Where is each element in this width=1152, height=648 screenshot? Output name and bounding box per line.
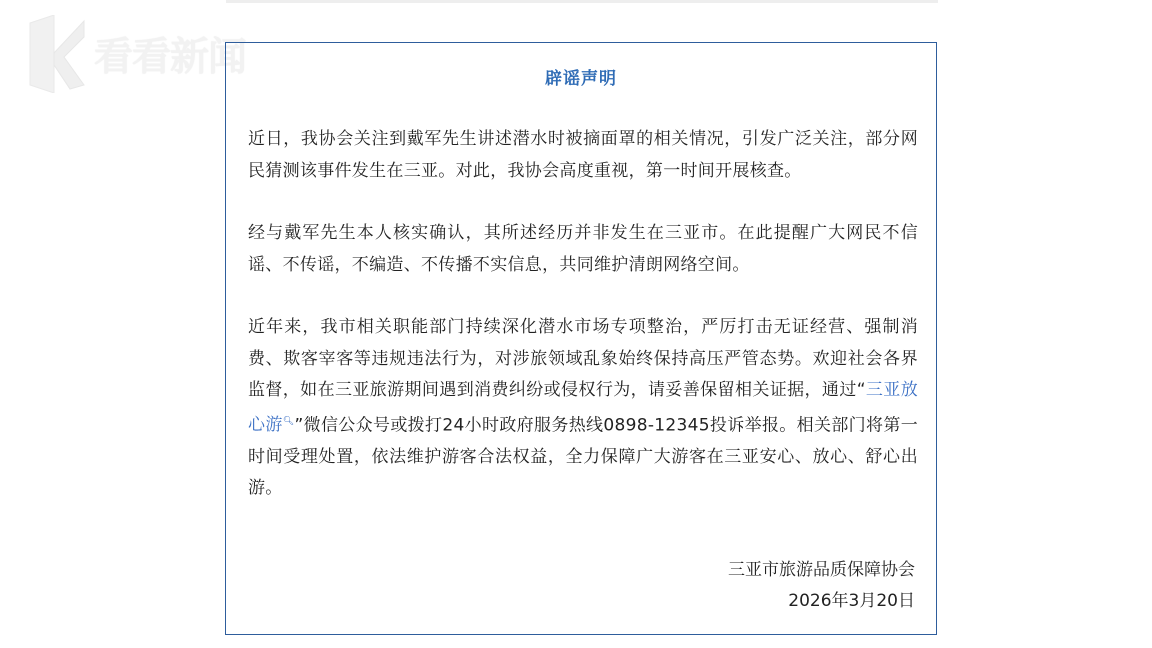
paragraph-1: 近日，我协会关注到戴军先生讲述潜水时被摘面罩的相关情况，引发广泛关注，部分网民猜测该事件发生在三亚。对此，我协会高度重视，第一时间开展核查。 [248,129,918,181]
paragraph-3-text-after: ”微信公众号或拨打24小时政府服务热线0898-12345投诉举报。相关部门将第一时间受理处置，依法维护游客合法权益，全力保障广大游客在三亚安心、放心、舒心出游。 [248,415,918,499]
statement-body [248,124,918,505]
statement-title: 辟谣声明 [545,69,617,89]
paragraph-2: 经与戴军先生本人核实确认，其所述经历并非发生在三亚市。在此提醒广大网民不信谣、不传谣，不编造、不传播不实信息，共同维护清朗网络空间。 [248,223,918,275]
link-text[interactable]: 三亚放心游 [248,380,919,436]
paragraph-3 [248,312,918,505]
signature-date: 2026年3月20日 [788,591,915,611]
signature-block [600,555,915,617]
watermark [24,14,246,94]
signature-organization: 三亚市旅游品质保障协会 [728,560,915,580]
top-divider-strip [226,0,938,3]
paragraph-3-text-before: 近年来，我市相关职能部门持续深化潜水市场专项整治，严厉打击无证经营、强制消费、欺客宰客等违规违法行为，对涉旅领域乱象始终保持高压严管态势。欢迎社会各界监督，如在三亚旅游期间遇到消费纠纷或侵权行为，请妥善保留相关证据，通过“ [248,317,918,400]
kankan-logo-icon [24,15,88,93]
watermark-brand-text: 看看新闻 [94,35,247,80]
search-icon[interactable]: 🔍︎ [282,416,295,427]
